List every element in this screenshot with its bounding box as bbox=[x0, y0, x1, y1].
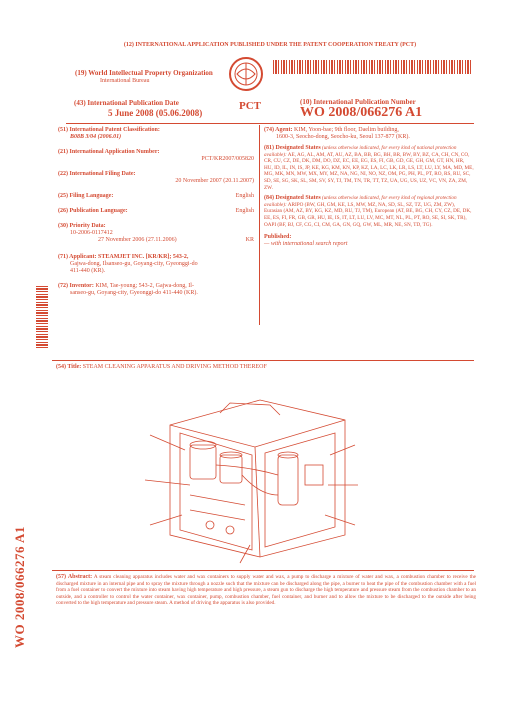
app-number-value: PCT/KR2007/005820 bbox=[201, 156, 254, 162]
priority-date-row bbox=[58, 237, 254, 244]
column-divider bbox=[259, 125, 260, 325]
applicant-value-3: 411-440 (KR). bbox=[70, 268, 106, 274]
pub-number-value: WO 2008/066276 A1 bbox=[300, 105, 423, 120]
abstract-text: A steam cleaning apparatus includes water and wax containers to supply water and wax, a pump to discharge a mixture of water and wax, a combustion chamber to receive the discharged mixture in an internal pipe and to spray the mixture through a nozzle such that the mixture can be discharged along the pipe, a burner to heat the pipe of the combustion chamber with a fuel from a fuel container to convert the mixture into steam having high temperature and high pressure, a steam gun to discharge the high temperature and pressure steam from the combustion chamber to an outside, and a controller to control the water container, wax container, pump, combustion chamber, fuel container, and burner and to allow the mixture to be discharged to the outside after being converted to the high temperature and pressure steam. A method of driving the apparatus is also provided. bbox=[56, 574, 476, 607]
filing-date-value: 20 November 2007 (20.11.2007) bbox=[175, 178, 254, 184]
filing-language-label: (25) Filing Language: bbox=[58, 193, 114, 199]
left-column bbox=[58, 127, 254, 297]
org-bureau: International Bureau bbox=[100, 78, 150, 84]
abstract-label: (57) Abstract: bbox=[56, 574, 93, 580]
inventor-value-1: KIM, Tae-young; 543-2, Gajwa-dong, Il- bbox=[95, 283, 194, 289]
filing-language-value: English bbox=[235, 193, 254, 199]
priority-number: 10-2006-0117412 bbox=[70, 230, 113, 236]
pub-date-label: (43) International Publication Date bbox=[74, 99, 179, 107]
priority-country: KR bbox=[245, 237, 254, 243]
invention-title-label: (54) Title: bbox=[56, 364, 82, 370]
designated-national-qualifier: (unless otherwise indicated, for every kind of national protection available): bbox=[264, 145, 457, 158]
pct-label: PCT bbox=[239, 100, 261, 112]
designated-regional-label: (84) Designated States bbox=[264, 195, 321, 202]
inventor-value-2: sanseo-gu, Goyang-city, Gyeonggi-do 411-440 (KR). bbox=[70, 290, 198, 296]
designated-regional-list: ARIPO (BW, GH, GM, KE, LS, MW, MZ, NA, SD, SL, SZ, TZ, UG, ZM, ZW), Eurasian (AM, AZ, BY, KG, KZ, MD, RU, TJ, TM), European (AT, BE, BG, CH, CY, CZ, DE, DK, EE, ES, FI, FR, GB, GR, HU, IE, IS, IT, LT, LU, LV, MC, MT, NL, PL, PT, RO, SE, SI, SK, TR), OAPI (BF, BJ, CF, CG, CI, CM, GA, GN, GQ, GW, ML, MR, NE, SN, TD, TG). bbox=[264, 201, 472, 228]
agent-value-2: 1600-3, Seocho-dong, Seocho-ku, Seoul 137-877 (KR). bbox=[276, 134, 410, 140]
wipo-seal-icon bbox=[228, 56, 264, 92]
filing-language-row bbox=[58, 193, 254, 200]
priority-data-label: (30) Priority Data: bbox=[58, 223, 106, 229]
applicant-label: (71) Applicant: bbox=[58, 254, 97, 260]
designated-national-label: (81) Designated States bbox=[264, 145, 321, 151]
pub-date-value: 5 June 2008 (05.06.2008) bbox=[108, 108, 203, 118]
invention-title bbox=[56, 364, 476, 371]
designated-national-list: AE, AG, AL, AM, AT, AU, AZ, BA, BB, BG, BH, BR, BW, BY, BZ, CA, CH, CN, CO, CR, CU, CZ, DE, DK, DM, DO, DZ, EC, EE, EG, ES, FI, GB, GD, GE, GH, GM, GT, HN, HR, HU, ID, IL, IN, IS, JP, KE, KG, KM, KN, KP, KZ, LA, LC, LK, LR, LS, LT, LU, LY, MA, MD, ME, MG, MK, MN, MW, MX, MY, MZ, NA, NG, NI, NO, NZ, OM, PG, PH, PL, PT, RO, RS, RU, SC, SD, SE, SG, SK, SL, SM, SV, SY, TJ, TM, TN, TR, TT, TZ, UA, UG, US, UZ, VC, VN, ZA, ZM, ZW. bbox=[264, 151, 474, 191]
published-label: Published: bbox=[264, 234, 292, 241]
published-item: — with international search report bbox=[264, 241, 348, 248]
pub-number-label: (10) International Publication Number bbox=[300, 98, 416, 106]
invention-title-value: STEAM CLEANING APPARATUS AND DRIVING METHOD THEREOF bbox=[82, 364, 267, 370]
publication-language-value: English bbox=[235, 208, 254, 214]
right-column bbox=[264, 127, 474, 248]
header-divider bbox=[66, 123, 474, 124]
app-number-label: (21) International Application Number: bbox=[58, 149, 160, 155]
filing-date-label: (22) International Filing Date: bbox=[58, 171, 136, 177]
title-divider bbox=[52, 360, 474, 361]
inventor-label: (72) Inventor: bbox=[58, 283, 94, 289]
designated-national-block bbox=[264, 145, 474, 191]
inventor-block bbox=[58, 283, 254, 297]
applicant-block bbox=[58, 254, 254, 275]
abstract-block bbox=[56, 574, 476, 607]
agent-block bbox=[264, 127, 474, 141]
abstract-divider bbox=[52, 570, 474, 571]
applicant-value-2: Gajwa-dong, Ilsanseo-gu, Goyang-city, Gyeonggi-do bbox=[70, 261, 198, 267]
sidebar-pub-number: WO 2008/066276 A1 bbox=[12, 526, 27, 648]
designated-regional-qualifier: (unless otherwise indicated, for every kind of regional protection available): bbox=[264, 195, 457, 208]
agent-value-1: KIM, Yoon-bae; 9th floor, Daelim building, bbox=[294, 127, 399, 133]
ipc-label: (51) International Patent Classification: bbox=[58, 127, 160, 133]
ipc-value: B08B 3/04 (2006.01) bbox=[70, 134, 122, 140]
org-name: (19) World Intellectual Property Organization bbox=[75, 69, 213, 77]
publication-language-row bbox=[58, 208, 254, 215]
priority-date: 27 November 2006 (27.11.2006) bbox=[98, 237, 177, 243]
header-title: (12) INTERNATIONAL APPLICATION PUBLISHED UNDER THE PATENT COOPERATION TREATY (PCT) bbox=[123, 42, 417, 48]
designated-regional-block bbox=[264, 195, 474, 228]
side-barcode bbox=[36, 284, 48, 348]
publication-language-label: (26) Publication Language: bbox=[58, 208, 128, 214]
steam-cleaning-apparatus-drawing bbox=[130, 385, 370, 565]
applicant-value-1: STEAMJET INC. [KR/KR]; 543-2, bbox=[98, 254, 189, 260]
header-barcode bbox=[273, 60, 473, 74]
agent-label: (74) Agent: bbox=[264, 127, 293, 133]
